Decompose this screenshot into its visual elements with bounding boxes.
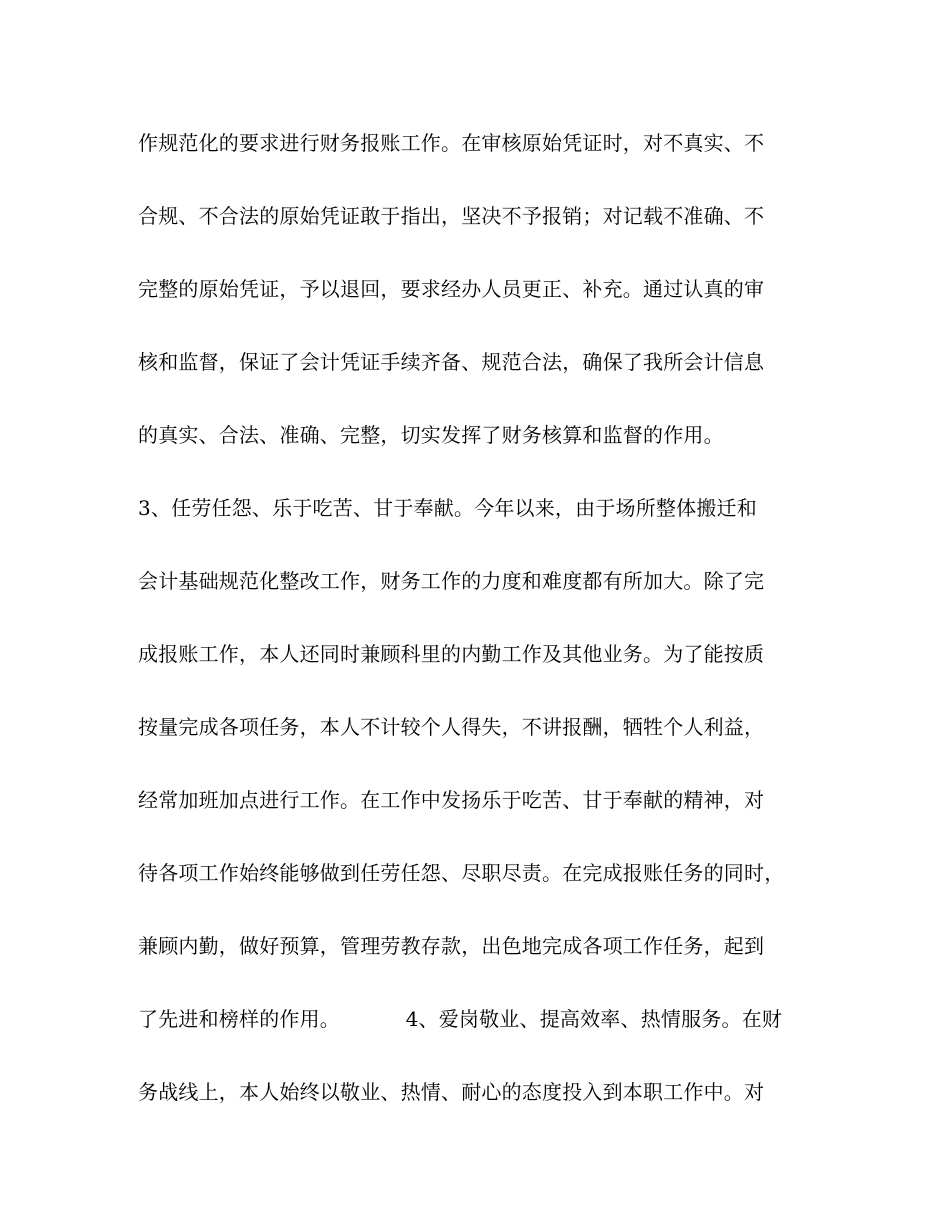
text-line: 的真实、合法、准确、完整，切实发挥了财务核算和监督的作用。 [138,423,724,447]
text-line: 务战线上，本人始终以敬业、热情、耐心的态度投入到本职工作中。对 [138,1080,765,1104]
text-line: 核和监督，保证了会计凭证手续齐备、规范合法，确保了我所会计信息 [138,350,765,374]
text-line: 3、任劳任怨、乐于吃苦、甘于奉献。今年以来，由于场所整体搬迁和 [138,496,757,520]
text-line: 作规范化的要求进行财务报账工作。在审核原始凭证时，对不真实、不 [138,131,765,155]
text-line: 经常加班加点进行工作。在工作中发扬乐于吃苦、甘于奉献的精神，对 [138,788,765,812]
text-line: 待各项工作始终能够做到任劳任怨、尽职尽责。在完成报账任务的同时， [138,861,785,885]
text-line: 合规、不合法的原始凭证敢于指出，坚决不予报销；对记载不准确、不 [138,204,765,228]
text-line: 会计基础规范化整改工作，财务工作的力度和难度都有所加大。除了完 [138,569,765,593]
text-line: 兼顾内勤，做好预算，管理劳教存款，出色地完成各项工作任务，起到 [138,934,765,958]
text-line: 成报账工作，本人还同时兼顾科里的内勤工作及其他业务。为了能按质 [138,642,765,666]
text-line: 了先进和榜样的作用。 4、爱岗敬业、提高效率、热情服务。在财 [138,1007,783,1031]
text-line: 按量完成各项任务，本人不计较个人得失，不讲报酬，牺牲个人利益， [138,715,765,739]
text-line: 完整的原始凭证，予以退回，要求经办人员更正、补充。通过认真的审 [138,277,765,301]
